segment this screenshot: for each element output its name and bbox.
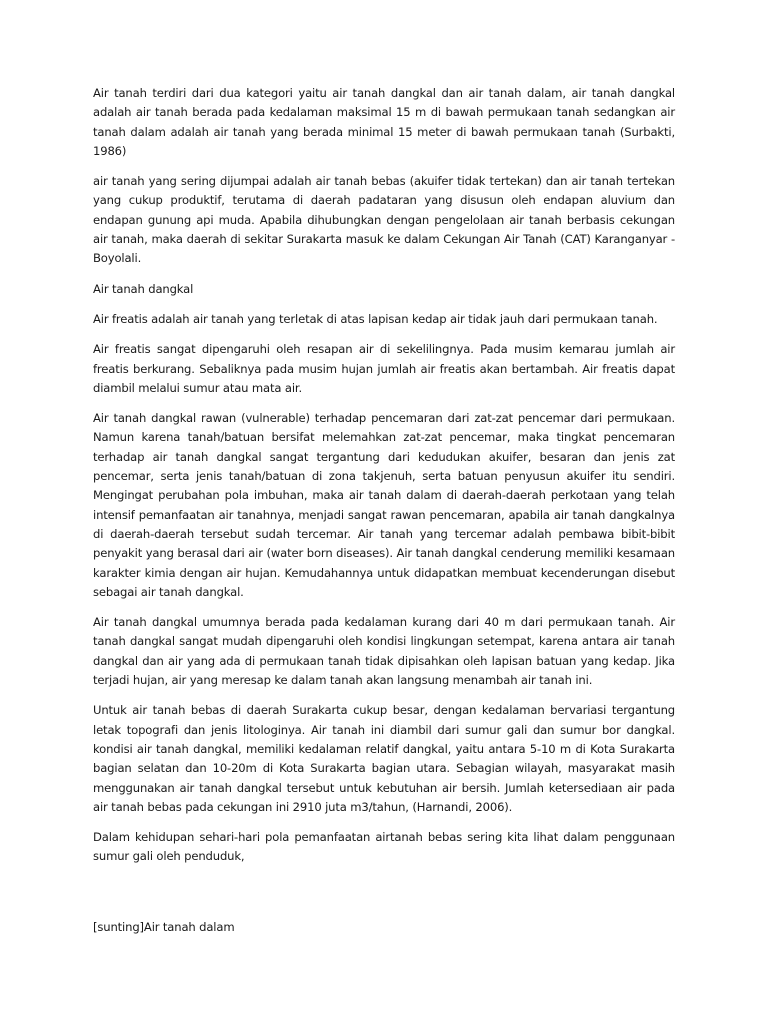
paragraph-aquifer-types: air tanah yang sering dijumpai adalah air tanah bebas (akuifer tidak tertekan) dan air tanah tertekan yang cukup produktif, terutama di daerah padataran yang disusun oleh endapan aluvium dan endapan gunung api muda. Apabila dihubungkan dengan pengelolaan air tanah berbasis cekungan air tanah, maka daerah di sekitar Surakarta masuk ke dalam Cekungan Air Tanah (CAT) Karanganyar - Boyolali. [93,174,675,266]
paragraph-daily-use: Dalam kehidupan sehari-hari pola pemanfaatan airtanah bebas sering kita lihat dalam penggunaan sumur gali oleh penduduk, [93,830,675,864]
section-heading-air-tanah-dalam: [sunting]Air tanah dalam [93,919,235,934]
paragraph-air-freatis-seasons: Air freatis sangat dipengaruhi oleh resapan air di sekelilingnya. Pada musim kemarau jumlah air freatis berkurang. Sebaliknya pada musim hujan jumlah air freatis akan bertambah. Air freatis dapat diambil melalui sumur atau mata air. [93,342,675,395]
subheading-air-tanah-dangkal: Air tanah dangkal [93,281,194,296]
paragraph-air-freatis-definition: Air freatis adalah air tanah yang terletak di atas lapisan kedap air tidak jauh dari permukaan tanah. [93,311,658,326]
paragraph-surakarta: Untuk air tanah bebas di daerah Surakarta cukup besar, dengan kedalaman bervariasi tergantung letak topografi dan jenis litologinya. Air tanah ini diambil dari sumur gali dan sumur bor dangkal. kondisi air tanah dangkal, memiliki kedalaman relatif dangkal, yaitu antara 5-10 m di Kota Surakarta bagian selatan dan 10-20m di Kota Surakarta bagian utara. Sebagian wilayah, masyarakat masih menggunakan air tanah dangkal tersebut untuk kebutuhan air bersih. Jumlah ketersediaan air pada air tanah bebas pada cekungan ini 2910 juta m3/tahun, (Harnandi, 2006). [93,703,675,814]
paragraph-intro: Air tanah terdiri dari dua kategori yaitu air tanah dangkal dan air tanah dalam, air tanah dangkal adalah air tanah berada pada kedalaman maksimal 15 m di bawah permukaan tanah sedangkan air tanah dalam adalah air tanah yang berada minimal 15 meter di bawah permukaan tanah (Surbakti, 1986) [93,86,675,158]
document-page [93,84,675,948]
blank-space [93,878,675,918]
paragraph-depth: Air tanah dangkal umumnya berada pada kedalaman kurang dari 40 m dari permukaan tanah. Air tanah dangkal sangat mudah dipengaruhi oleh kondisi lingkungan setempat, karena antara air tanah dangkal dan air yang ada di permukaan tanah tidak dipisahkan oleh lapisan batuan yang kedap. Jika terjadi hujan, air yang meresap ke dalam tanah akan langsung menambah air tanah ini. [93,615,675,688]
paragraph-pollution-vulnerability: Air tanah dangkal rawan (vulnerable) terhadap pencemaran dari zat-zat pencemar dari permukaan. Namun karena tanah/batuan bersifat melemahkan zat-zat pencemar, maka tingkat pencemaran terhadap air tanah dangkal sangat tergantung dari kedudukan akuifer, besaran dan jenis zat pencemar, serta jenis tanah/batuan di zona takjenuh, serta batuan penyusun akuifer itu sendiri. Mengingat perubahan pola imbuhan, maka air tanah dalam di daerah-daerah perkotaan yang telah intensif pemanfaatan air tanahnya, menjadi sangat rawan pencemaran, apabila air tanah dangkalnya di daerah-daerah tersebut sudah tercemar. Air tanah yang tercemar adalah pembawa bibit-bibit penyakit yang berasal dari air (water born diseases). Air tanah dangkal cenderung memiliki kesamaan karakter kimia dengan air hujan. Kemudahannya untuk didapatkan membuat kecenderungan disebut sebagai air tanah dangkal. [93,411,675,599]
